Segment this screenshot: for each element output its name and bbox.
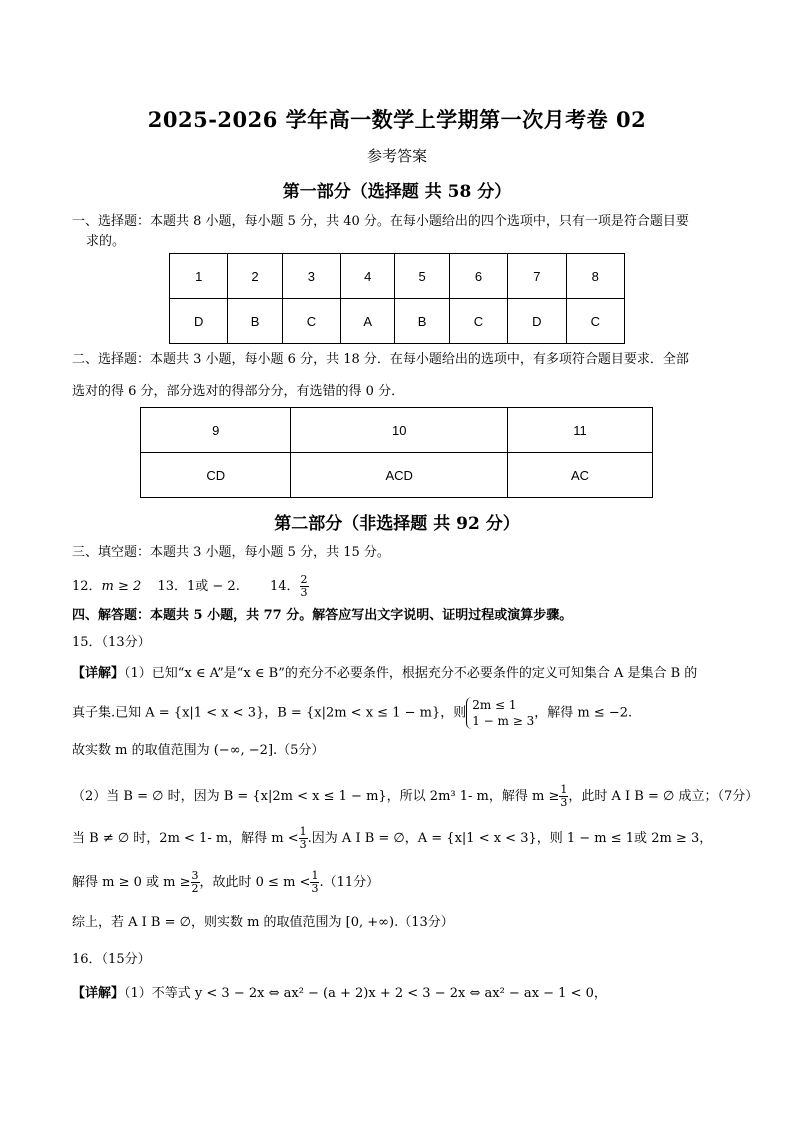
fraction-numerator: 1 (299, 825, 307, 838)
table-row (170, 254, 625, 299)
q15-line5 (72, 826, 712, 851)
answer-cell: ACD (291, 453, 507, 498)
fraction-numerator: 1 (560, 783, 568, 796)
q15-line3: 故实数 m 的取值范围为 (−∞, −2].（5分） (72, 743, 325, 758)
answer-cell: B (228, 299, 282, 344)
detail-tag: 【详解】 (72, 986, 125, 1001)
answer-13-number: 13． (157, 579, 187, 594)
page-title: 2025-2026 学年高一数学上学期第一次月考卷 02 (147, 107, 647, 132)
fill-answers-line (72, 574, 309, 599)
q15-text: 真子集.已知 A = {x|1 < x < 3}，B = {x|2m < x ≤ 1 − m}，则 (72, 705, 467, 721)
fraction (191, 870, 200, 895)
q15-line4 (72, 784, 758, 809)
answer-12-number: 12． (72, 579, 102, 594)
question-number: 7 (508, 254, 566, 299)
answer-13: 1或 − 2. (187, 579, 240, 594)
fraction-numerator: 3 (191, 869, 199, 882)
fraction-denominator: 3 (560, 796, 568, 809)
table-row (141, 408, 653, 453)
question-number: 4 (341, 254, 395, 299)
q15-text: 解得 m ≥ 0 或 m ≥ (72, 875, 191, 890)
system-line: 2m ≤ 1 (472, 698, 517, 712)
section1-intro-line1: 一、选择题：本题共 8 小题，每小题 5 分，共 40 分。在每小题给出的四个选项中，只有一项是符合题目要 (72, 214, 689, 229)
q15-text: ，此时 A I B = ∅ 成立；（7分） (568, 789, 759, 804)
q15-text: .（11分） (319, 875, 380, 890)
answer-cell: C (449, 299, 507, 344)
question-number: 6 (449, 254, 507, 299)
table-row (170, 299, 625, 344)
answer-cell: C (566, 299, 624, 344)
q15-text: （1）已知“x ∈ A”是“x ∈ B”的充分不必要条件，根据充分不必要条件的定义可知集合 A 是集合 B 的 (124, 666, 698, 681)
answer-14-fraction (300, 574, 309, 599)
q16-header: 16．（15分） (72, 952, 151, 967)
inequality-system (466, 697, 534, 729)
question-number: 1 (170, 254, 228, 299)
q15-line6 (72, 870, 379, 895)
q15-text: .因为 A I B = ∅，A = {x|1 < x < 3}，则 1 − m ≤ 1或 2m ≥ 3， (307, 831, 713, 846)
answer-14-number: 14． (269, 579, 300, 594)
section3-intro: 三、填空题：本题共 3 小题，每小题 5 分，共 15 分。 (72, 545, 390, 560)
q15-text: ，解得 m ≤ −2. (534, 705, 633, 721)
q16-line1 (72, 984, 607, 1004)
part1-heading: 第一部分（选择题 共 58 分） (282, 182, 512, 202)
system-line: 1 − m ≥ 3 (472, 714, 535, 728)
answer-cell: D (170, 299, 228, 344)
question-number: 10 (291, 408, 507, 453)
question-number: 3 (282, 254, 340, 299)
question-number: 2 (228, 254, 282, 299)
answer-cell: D (508, 299, 566, 344)
section2-answer-table (140, 407, 653, 498)
answer-cell: B (395, 299, 449, 344)
q15-header: 15．（13分） (72, 635, 151, 650)
fraction-denominator: 2 (191, 882, 199, 895)
section1-intro-line2: 求的。 (86, 234, 126, 249)
page-subtitle: 参考答案 (366, 147, 427, 165)
answer-cell: AC (507, 453, 652, 498)
fraction-numerator: 2 (300, 573, 308, 586)
detail-tag: 【详解】 (72, 666, 125, 681)
question-number: 11 (507, 408, 652, 453)
q15-line2 (72, 697, 632, 729)
fraction (559, 784, 568, 809)
section1-answer-table (169, 253, 625, 344)
answer-cell: C (282, 299, 340, 344)
answer-12: m ≥ 2 (101, 579, 142, 594)
fraction-denominator: 3 (311, 882, 319, 895)
question-number: 9 (141, 408, 291, 453)
table-row (141, 453, 653, 498)
answer-cell: CD (141, 453, 291, 498)
fraction-numerator: 1 (311, 869, 319, 882)
fraction (299, 826, 308, 851)
answer-cell: A (341, 299, 395, 344)
section2-intro-line2: 选对的得 6 分，部分选对的得部分分，有选错的得 0 分． (72, 384, 405, 399)
q15-text: 当 B ≠ ∅ 时，2m < 1- m，解得 m < (72, 831, 299, 846)
fraction-denominator: 3 (300, 586, 308, 599)
question-number: 5 (395, 254, 449, 299)
q16-text: （1）不等式 y < 3 − 2x ⇔ ax² − (a + 2)x + 2 < 3 − 2x ⇔ ax² − ax − 1 < 0， (124, 986, 607, 1001)
fraction-denominator: 3 (299, 838, 307, 851)
q15-line1 (72, 664, 697, 684)
question-number: 8 (566, 254, 624, 299)
section4-intro: 四、解答题：本题共 5 小题，共 77 分。解答应写出文字说明、证明过程或演算步骤。 (72, 608, 573, 623)
q15-line7: 综上，若 A I B = ∅，则实数 m 的取值范围为 [0, +∞).（13分） (72, 915, 454, 930)
q15-text: ，故此时 0 ≤ m < (199, 875, 311, 890)
part2-heading: 第二部分（非选择题 共 92 分） (274, 514, 520, 534)
q15-text: （2）当 B = ∅ 时，因为 B = {x|2m < x ≤ 1 − m}，所以 2m³ 1- m，解得 m ≥ (72, 789, 560, 804)
section2-intro-line1: 二、选择题：本题共 3 小题，每小题 6 分，共 18 分．在每小题给出的选项中，有多项符合题目要求．全部 (72, 352, 689, 367)
